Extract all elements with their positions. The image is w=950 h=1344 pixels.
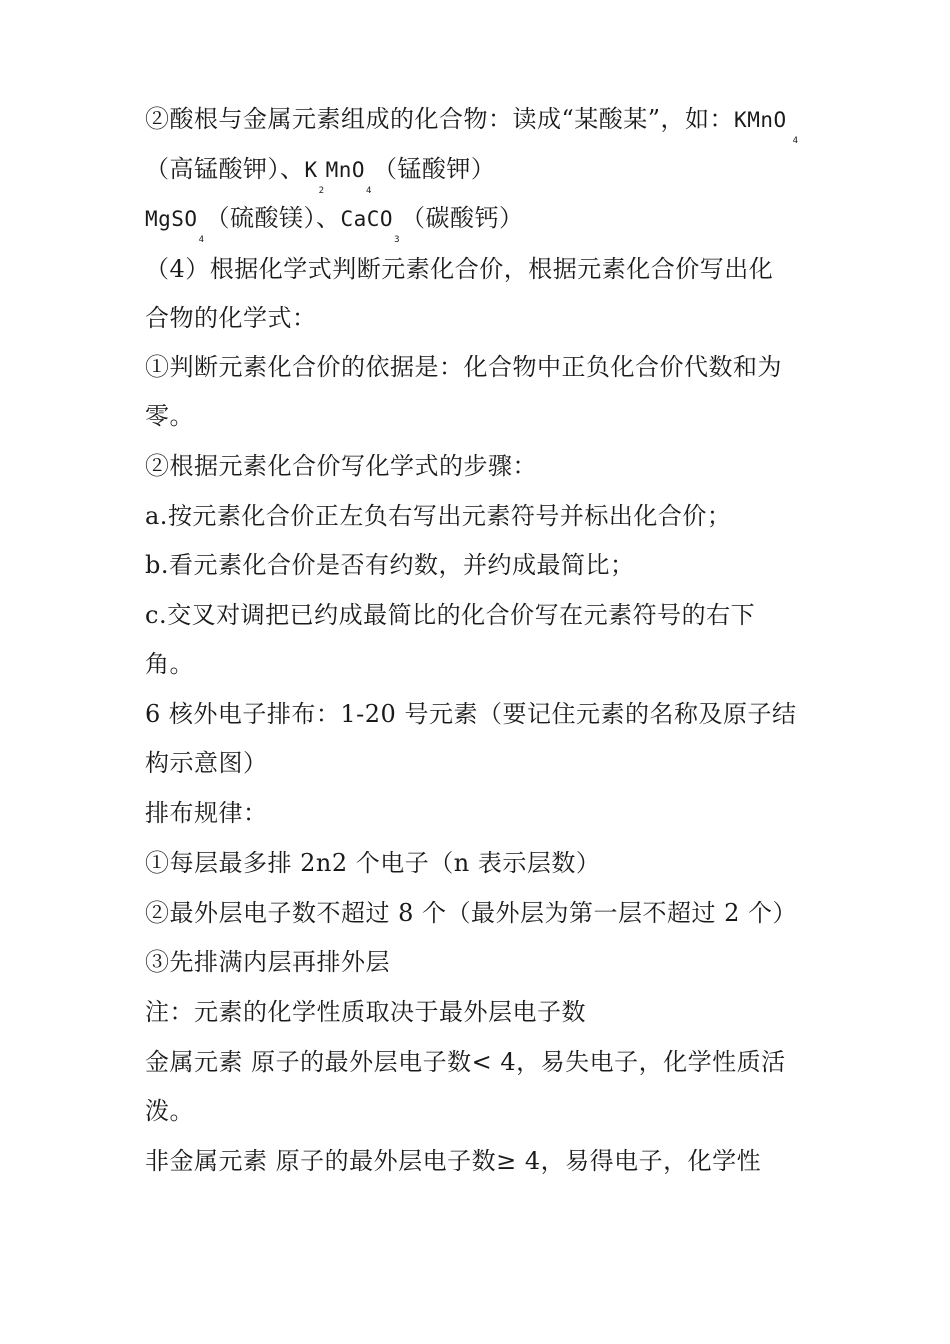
text-line-3: （4）根据化学式判断元素化合价，根据元素化合价写出化 xyxy=(145,255,774,283)
formula-k2mno4-subscript: 4 xyxy=(366,186,372,196)
text-line-8: a.按元素化合价正左负右写出元素符号并标出化合价； xyxy=(145,502,732,530)
text-line-4: 合物的化学式： xyxy=(145,304,317,332)
text-line-18: 注：元素的化学性质取决于最外层电子数 xyxy=(145,998,586,1026)
formula-caco3: CaCO xyxy=(340,207,394,231)
formula-mgso4-name: （硫酸镁）、 xyxy=(205,204,341,232)
formula-kmno4: KMnO xyxy=(734,108,787,132)
text-line-21: 非金属元素 原子的最外层电子数≥ 4，易得电子，化学性 xyxy=(145,1147,762,1175)
text-line-1-text: （高锰酸钾）、 xyxy=(145,155,305,183)
text-line-10: c.交叉对调把已约成最简比的化合价写在元素符号的右下 xyxy=(145,601,756,629)
formula-mgso4: MgSO xyxy=(145,207,198,231)
text-line-12: 6 核外电子排布：1-20 号元素（要记住元素的名称及原子结 xyxy=(145,700,797,728)
formula-caco3-name: （碳酸钙） xyxy=(401,204,524,232)
formula-k2mno4-k: K xyxy=(304,158,318,182)
formula-k2mno4-mno: MnO xyxy=(325,158,366,182)
formula-kmno4-subscript: 4 xyxy=(792,136,799,146)
formula-caco3-subscript: 3 xyxy=(394,235,400,245)
text-line-17: ③先排满内层再排外层 xyxy=(145,948,390,976)
formula-k2mno4-name: （锰酸钾） xyxy=(372,155,496,183)
text-line-9: b.看元素化合价是否有约数，并约成最简比； xyxy=(145,551,635,579)
text-line-13: 构示意图） xyxy=(145,749,268,777)
text-line-0-text: ②酸根与金属元素组成的化合物：读成“某酸某”，如： xyxy=(145,105,735,133)
text-line-5: ①判断元素化合价的依据是：化合物中正负化合价代数和为 xyxy=(145,353,782,381)
formula-k2mno4-k-subscript: 2 xyxy=(318,186,325,196)
formula-mgso4-subscript: 4 xyxy=(198,235,205,245)
text-line-2 xyxy=(145,198,825,245)
text-line-6: 零。 xyxy=(145,402,194,430)
text-line-20: 泼。 xyxy=(145,1097,194,1125)
text-line-14: 排布规律： xyxy=(145,799,268,827)
text-line-7: ②根据元素化合价写化学式的步骤： xyxy=(145,452,537,480)
text-line-19: 金属元素 原子的最外层电子数< 4，易失电子，化学性质活 xyxy=(145,1048,786,1076)
text-line-16: ②最外层电子数不超过 8 个（最外层为第一层不超过 2 个） xyxy=(145,899,798,927)
text-line-0 xyxy=(145,99,825,146)
text-line-15: ①每层最多排 2n2 个电子（n 表示层数） xyxy=(145,849,601,877)
text-line-1 xyxy=(145,149,825,196)
text-line-11: 角。 xyxy=(145,650,194,678)
